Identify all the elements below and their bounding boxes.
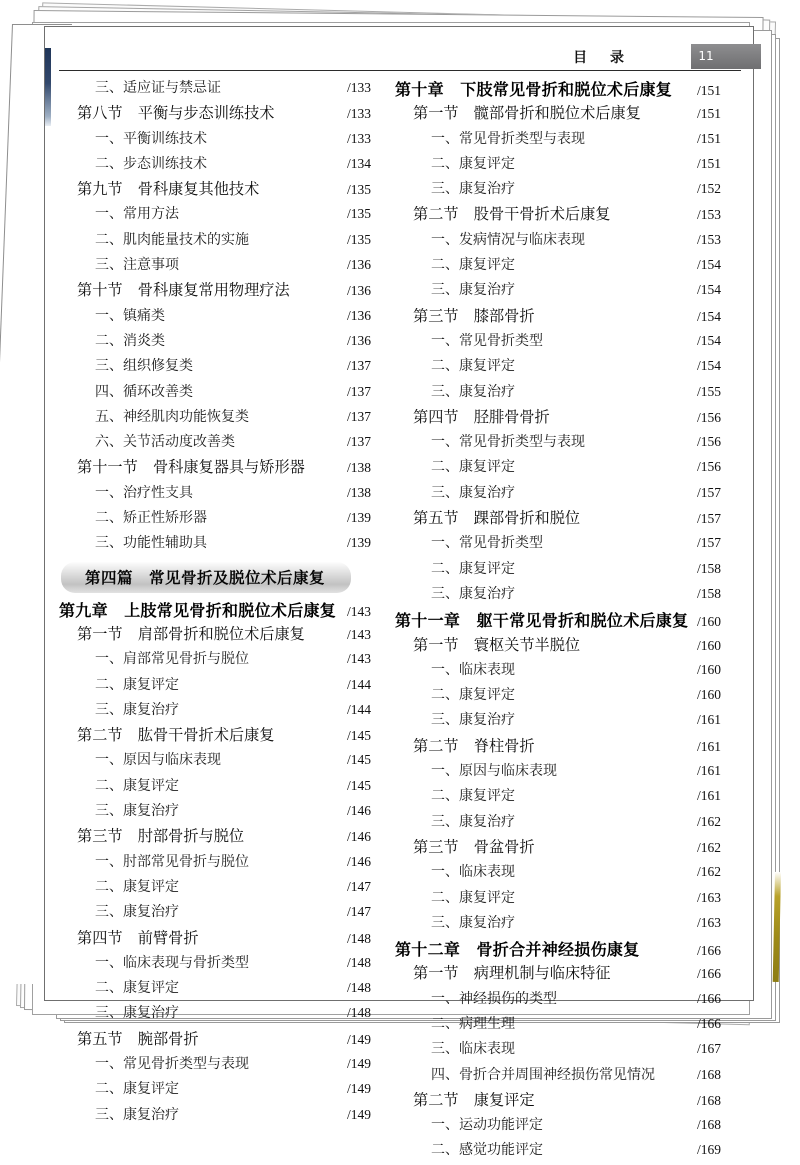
toc-entry-item[interactable] <box>395 178 743 203</box>
toc-entry-section[interactable] <box>59 623 393 648</box>
toc-entry-title: 一、原因与临床表现 <box>95 753 221 769</box>
toc-entry-page: /161 <box>697 738 722 754</box>
toc-entry-item[interactable] <box>395 659 743 684</box>
toc-entry-item[interactable] <box>59 128 393 153</box>
toc-entry-page: /156 <box>697 459 722 475</box>
toc-entry-title: 一、常见骨折类型与表现 <box>95 1056 249 1072</box>
toc-entry-title: 二、康复评定 <box>431 359 515 375</box>
toc-entry-page: /154 <box>697 282 722 298</box>
toc-entry-page: /163 <box>697 914 722 930</box>
toc-entry-title: 二、肌肉能量技术的实施 <box>95 232 249 248</box>
header-divider <box>59 70 741 71</box>
toc-entry-page: /166 <box>697 966 722 982</box>
toc-entry-page: /162 <box>697 813 722 829</box>
toc-entry-page: /145 <box>347 728 372 744</box>
toc-entry-item[interactable] <box>59 203 393 228</box>
toc-entry-page: /138 <box>347 484 372 500</box>
toc-entry-item[interactable] <box>59 1078 393 1103</box>
toc-entry-section[interactable] <box>59 1028 393 1053</box>
toc-entry-page: /153 <box>697 231 722 247</box>
toc-entry-section[interactable] <box>59 102 393 127</box>
toc-entry-title: 第三节 骨盆骨折 <box>413 838 535 856</box>
toc-entry-title: 一、常见骨折类型 <box>431 333 543 349</box>
toc-entry-section[interactable] <box>395 962 743 987</box>
page-header <box>45 27 753 73</box>
toc-entry-chapter[interactable] <box>395 608 743 633</box>
toc-entry-page: /166 <box>697 1015 722 1031</box>
toc-entry-section[interactable] <box>59 927 393 952</box>
toc-entry-title: 二、康复评定 <box>431 460 515 476</box>
toc-entry-item[interactable] <box>395 229 743 254</box>
toc-entry-title: 第二节 脊柱骨折 <box>413 737 535 755</box>
toc-entry-item[interactable] <box>59 699 393 724</box>
toc-entry-title: 一、临床表现 <box>431 662 515 678</box>
toc-entry-title: 第十节 骨科康复常用物理疗法 <box>77 282 290 300</box>
toc-entry-section[interactable] <box>59 178 393 203</box>
toc-entry-page: /149 <box>347 1031 372 1047</box>
toc-entry-item[interactable] <box>59 381 393 406</box>
toc-entry-title: 一、临床表现 <box>431 865 515 881</box>
part-banner: 第四篇 常见骨折及脱位术后康复 <box>61 562 351 593</box>
toc-entry-title: 二、康复评定 <box>95 879 179 895</box>
toc-entry-page: /154 <box>697 358 722 374</box>
toc-entry-title: 一、常用方法 <box>95 207 179 223</box>
toc-entry-title: 一、原因与临床表现 <box>431 764 557 780</box>
toc-entry-item[interactable] <box>395 988 743 1013</box>
toc-entry-title: 第十一章 躯干常见骨折和脱位术后康复 <box>395 611 689 631</box>
toc-entry-title: 一、肘部常见骨折与脱位 <box>95 854 249 870</box>
toc-entry-page: /139 <box>347 535 372 551</box>
toc-entry-page: /146 <box>347 853 372 869</box>
toc-entry-title: 第十一节 骨科康复器具与矫形器 <box>77 459 305 477</box>
toc-entry-page: /133 <box>347 106 372 122</box>
toc-entry-title: 第一节 肩部骨折和脱位术后康复 <box>77 625 305 643</box>
toc-entry-item[interactable] <box>395 330 743 355</box>
toc-entry-title: 四、骨折合并周围神经损伤常见情况 <box>431 1067 655 1083</box>
toc-entry-page: /160 <box>697 637 722 653</box>
toc-entry-page: /158 <box>697 585 722 601</box>
toc-entry-item[interactable] <box>59 355 393 380</box>
toc-entry-page: /148 <box>347 954 372 970</box>
toc-entry-title: 第二节 康复评定 <box>413 1091 535 1109</box>
toc-entry-page: /161 <box>697 763 722 779</box>
blue-page-edge-marker <box>45 48 51 126</box>
toc-entry-title: 第十二章 骨折合并神经损伤康复 <box>395 940 640 960</box>
toc-entry-title: 三、康复治疗 <box>431 182 515 198</box>
toc-entry-page: /133 <box>347 130 372 146</box>
toc-entry-title: 一、肩部常见骨折与脱位 <box>95 652 249 668</box>
toc-entry-page: /148 <box>347 980 372 996</box>
toc-entry-title: 二、康复评定 <box>95 981 179 997</box>
toc-entry-page: /135 <box>347 231 372 247</box>
toc-entry-item[interactable] <box>59 876 393 901</box>
toc-entry-section[interactable] <box>395 305 743 330</box>
toc-entry-item[interactable] <box>395 684 743 709</box>
toc-entry-page: /146 <box>347 829 372 845</box>
toc-entry-title: 一、运动功能评定 <box>431 1118 543 1134</box>
toc-entry-title: 三、临床表现 <box>431 1042 515 1058</box>
toc-entry-page: /157 <box>697 484 722 500</box>
toc-entry-title: 第一节 寰枢关节半脱位 <box>413 636 581 654</box>
toc-entry-title: 第九节 骨科康复其他技术 <box>77 181 260 199</box>
toc-entry-page: /137 <box>347 383 372 399</box>
toc-entry-item[interactable] <box>59 851 393 876</box>
toc-entry-item[interactable] <box>59 482 393 507</box>
toc-entry-title: 二、康复评定 <box>431 688 515 704</box>
toc-entry-page: /157 <box>697 511 722 527</box>
toc-entry-title: 五、神经肌肉功能恢复类 <box>95 409 249 425</box>
toc-entry-page: /136 <box>347 257 372 273</box>
toc-entry-item[interactable] <box>59 254 393 279</box>
toc-entry-item[interactable] <box>395 1038 743 1063</box>
toc-entry-title: 一、临床表现与骨折类型 <box>95 955 249 971</box>
toc-entry-title: 四、循环改善类 <box>95 384 193 400</box>
toc-entry-title: 二、康复评定 <box>431 258 515 274</box>
toc-entry-page: /168 <box>697 1117 722 1133</box>
toc-entry-section[interactable] <box>59 825 393 850</box>
toc-entry-title: 第九章 上肢常见骨折和脱位术后康复 <box>59 600 337 620</box>
toc-entry-chapter[interactable] <box>395 77 743 102</box>
toc-entry-title: 第五节 踝部骨折和脱位 <box>413 510 581 528</box>
toc-entry-item[interactable] <box>395 532 743 557</box>
toc-entry-item[interactable] <box>59 648 393 673</box>
toc-entry-page: /135 <box>347 182 372 198</box>
toc-entry-title: 二、康复评定 <box>95 1082 179 1098</box>
toc-entry-item[interactable] <box>395 381 743 406</box>
toc-entry-title: 一、平衡训练技术 <box>95 131 207 147</box>
toc-entry-page: /149 <box>347 1106 372 1122</box>
toc-entry-title: 三、适应证与禁忌证 <box>95 81 221 96</box>
toc-entry-title: 三、注意事项 <box>95 258 179 274</box>
toc-entry-page: /136 <box>347 283 372 299</box>
toc-entry-item[interactable] <box>59 507 393 532</box>
toc-entry-item[interactable] <box>395 456 743 481</box>
toc-entry-page: /151 <box>697 155 722 171</box>
toc-entry-title: 三、康复治疗 <box>431 915 515 931</box>
toc-entry-page: /143 <box>347 626 372 642</box>
toc-entry-item[interactable] <box>395 558 743 583</box>
toc-entry-page: /137 <box>347 358 372 374</box>
toc-entry-title: 三、康复治疗 <box>431 713 515 729</box>
toc-entry-title: 一、镇痛类 <box>95 308 165 324</box>
toc-entry-page: /148 <box>347 930 372 946</box>
toc-entry-item[interactable] <box>395 760 743 785</box>
toc-entry-item[interactable] <box>395 1139 743 1164</box>
toc-entry-item[interactable] <box>59 532 393 557</box>
toc-entry-item[interactable] <box>59 305 393 330</box>
toc-entry-section[interactable] <box>395 406 743 431</box>
toc-entry-page: /136 <box>347 307 372 323</box>
toc-entry-page: /157 <box>697 535 722 551</box>
toc-entry-page: /143 <box>347 603 372 619</box>
toc-entry-title: 一、常见骨折类型与表现 <box>431 131 585 147</box>
toc-entry-item[interactable] <box>395 1013 743 1038</box>
toc-entry-page: /144 <box>347 676 372 692</box>
toc-entry-title: 二、步态训练技术 <box>95 156 207 172</box>
toc-entry-title: 二、康复评定 <box>431 789 515 805</box>
toc-entry-title: 三、康复治疗 <box>95 905 179 921</box>
toc-entry-page: /145 <box>347 777 372 793</box>
toc-entry-title: 三、康复治疗 <box>95 1107 179 1123</box>
toc-entry-title: 二、感觉功能评定 <box>431 1143 543 1159</box>
toc-entry-page: /136 <box>347 332 372 348</box>
toc-column-left <box>45 77 395 1165</box>
toc-entry-page: /152 <box>697 181 722 197</box>
toc-page <box>44 26 754 1159</box>
toc-entry-section[interactable] <box>59 456 393 481</box>
toc-entry-item[interactable] <box>395 482 743 507</box>
toc-entry-item[interactable] <box>59 674 393 699</box>
toc-entry-item[interactable] <box>395 1064 743 1089</box>
toc-entry-item[interactable] <box>395 254 743 279</box>
toc-entry-chapter[interactable] <box>59 598 393 623</box>
toc-entry-item[interactable] <box>59 749 393 774</box>
toc-entry-item[interactable] <box>395 279 743 304</box>
toc-entry-page: /154 <box>697 257 722 273</box>
toc-entry-title: 二、康复评定 <box>95 677 179 693</box>
toc-entry-page: /161 <box>697 712 722 728</box>
toc-entry-page: /151 <box>697 106 722 122</box>
toc-entry-item[interactable] <box>59 77 393 102</box>
toc-entry-page: /133 <box>347 80 372 95</box>
toc-entry-title: 一、发病情况与临床表现 <box>431 232 585 248</box>
toc-entry-item[interactable] <box>59 1104 393 1129</box>
toc-entry-item[interactable] <box>59 406 393 431</box>
toc-entry-item[interactable] <box>395 1114 743 1139</box>
toc-entry-title: 第二节 股骨干骨折术后康复 <box>413 206 611 224</box>
toc-entry-title: 第三节 膝部骨折 <box>413 307 535 325</box>
toc-entry-page: /148 <box>347 1005 372 1021</box>
toc-entry-item[interactable] <box>59 952 393 977</box>
toc-entry-page: /147 <box>347 878 372 894</box>
toc-entry-item[interactable] <box>395 887 743 912</box>
toc-entry-item[interactable] <box>395 912 743 937</box>
toc-entry-page: /146 <box>347 803 372 819</box>
toc-entry-page: /149 <box>347 1081 372 1097</box>
toc-entry-item[interactable] <box>59 901 393 926</box>
toc-entry-item[interactable] <box>59 800 393 825</box>
toc-entry-item[interactable] <box>395 583 743 608</box>
toc-entry-item[interactable] <box>395 811 743 836</box>
toc-entry-section[interactable] <box>395 836 743 861</box>
toc-entry-page: /154 <box>697 332 722 348</box>
toc-entry-title: 三、康复治疗 <box>431 283 515 299</box>
toc-entry-item[interactable] <box>59 977 393 1002</box>
toc-entry-title: 第四节 前臂骨折 <box>77 929 199 947</box>
toc-entry-page: /134 <box>347 155 372 171</box>
toc-entry-section[interactable] <box>395 102 743 127</box>
toc-entry-section[interactable] <box>59 279 393 304</box>
toc-entry-page: /154 <box>697 308 722 324</box>
toc-entry-title: 三、康复治疗 <box>431 586 515 602</box>
toc-entry-title: 二、康复评定 <box>95 778 179 794</box>
toc-entry-page: /137 <box>347 408 372 424</box>
toc-entry-title: 第一节 病理机制与临床特征 <box>413 965 611 983</box>
toc-entry-title: 第八节 平衡与步态训练技术 <box>77 105 275 123</box>
header-title: 目 录 <box>573 50 633 66</box>
toc-entry-title: 六、关节活动度改善类 <box>95 435 235 451</box>
toc-entry-page: /139 <box>347 510 372 526</box>
toc-entry-title: 三、康复治疗 <box>431 485 515 501</box>
toc-entry-item[interactable] <box>395 785 743 810</box>
toc-entry-item[interactable] <box>59 1002 393 1027</box>
toc-entry-section[interactable] <box>395 203 743 228</box>
toc-entry-title: 三、康复治疗 <box>95 804 179 820</box>
toc-entry-title: 第四节 胫腓骨骨折 <box>413 408 550 426</box>
toc-entry-section[interactable] <box>395 735 743 760</box>
toc-entry-page: /163 <box>697 889 722 905</box>
toc-entry-page: /160 <box>697 614 722 630</box>
toc-entry-page: /155 <box>697 383 722 399</box>
toc-entry-page: /143 <box>347 651 372 667</box>
toc-entry-item[interactable] <box>59 330 393 355</box>
toc-entry-page: /145 <box>347 752 372 768</box>
toc-entry-title: 一、常见骨折类型 <box>431 536 543 552</box>
toc-entry-section[interactable] <box>395 1089 743 1114</box>
toc-entry-page: /138 <box>347 460 372 476</box>
toc-entry-title: 二、消炎类 <box>95 333 165 349</box>
toc-entry-item[interactable] <box>395 153 743 178</box>
toc-entry-item[interactable] <box>395 709 743 734</box>
toc-column-right <box>395 77 745 1165</box>
toc-entry-title: 二、康复评定 <box>431 156 515 172</box>
toc-entry-title: 三、康复治疗 <box>431 384 515 400</box>
toc-entry-section[interactable] <box>59 724 393 749</box>
toc-entry-page: /156 <box>697 409 722 425</box>
part-banner-row <box>59 558 393 598</box>
toc-entry-title: 第十章 下肢常见骨折和脱位术后康复 <box>395 80 673 99</box>
toc-entry-item[interactable] <box>395 431 743 456</box>
toc-entry-page: /149 <box>347 1055 372 1071</box>
toc-entry-page: /151 <box>697 130 722 146</box>
toc-entry-page: /161 <box>697 788 722 804</box>
toc-entry-title: 二、病理生理 <box>431 1016 515 1032</box>
toc-entry-page: /169 <box>697 1142 722 1158</box>
toc-entry-section[interactable] <box>395 634 743 659</box>
toc-entry-page: /167 <box>697 1041 722 1057</box>
toc-entry-chapter[interactable] <box>395 937 743 962</box>
toc-entry-title: 一、神经损伤的类型 <box>431 991 557 1007</box>
toc-entry-page: /156 <box>697 434 722 450</box>
toc-entry-page: /168 <box>697 1066 722 1082</box>
toc-entry-page: /162 <box>697 864 722 880</box>
toc-entry-item[interactable] <box>395 128 743 153</box>
toc-entry-page: /168 <box>697 1092 722 1108</box>
toc-entry-item[interactable] <box>395 355 743 380</box>
toc-entry-title: 第二节 肱骨干骨折术后康复 <box>77 727 275 745</box>
toc-entry-page: /135 <box>347 206 372 222</box>
toc-entry-item[interactable] <box>59 1053 393 1078</box>
toc-entry-page: /158 <box>697 560 722 576</box>
toc-entry-title: 三、康复治疗 <box>431 814 515 830</box>
header-page-number: 11 <box>698 49 714 63</box>
toc-columns <box>45 77 755 1165</box>
toc-entry-section[interactable] <box>395 507 743 532</box>
toc-entry-page: /160 <box>697 661 722 677</box>
toc-entry-page: /137 <box>347 434 372 450</box>
toc-entry-title: 三、功能性辅助具 <box>95 536 207 552</box>
toc-entry-item[interactable] <box>59 229 393 254</box>
toc-entry-page: /151 <box>697 83 722 98</box>
toc-entry-title: 一、治疗性支具 <box>95 485 193 501</box>
toc-entry-item[interactable] <box>59 153 393 178</box>
toc-entry-title: 三、组织修复类 <box>95 359 193 375</box>
toc-entry-page: /144 <box>347 701 372 717</box>
toc-entry-title: 第三节 肘部骨折与脱位 <box>77 828 245 846</box>
toc-entry-title: 第一节 髋部骨折和脱位术后康复 <box>413 105 641 123</box>
toc-entry-item[interactable] <box>59 775 393 800</box>
toc-entry-item[interactable] <box>59 431 393 456</box>
toc-entry-title: 二、康复评定 <box>431 561 515 577</box>
toc-entry-page: /153 <box>697 207 722 223</box>
toc-entry-title: 一、常见骨折类型与表现 <box>431 435 585 451</box>
toc-entry-page: /166 <box>697 990 722 1006</box>
toc-entry-title: 三、康复治疗 <box>95 1006 179 1022</box>
toc-entry-title: 二、矫正性矫形器 <box>95 511 207 527</box>
toc-entry-page: /147 <box>347 904 372 920</box>
toc-entry-title: 三、康复治疗 <box>95 702 179 718</box>
toc-entry-item[interactable] <box>395 861 743 886</box>
toc-entry-title: 第五节 腕部骨折 <box>77 1030 199 1048</box>
toc-entry-page: /166 <box>697 943 722 959</box>
toc-entry-page: /160 <box>697 687 722 703</box>
toc-entry-page: /162 <box>697 839 722 855</box>
toc-entry-title: 二、康复评定 <box>431 890 515 906</box>
